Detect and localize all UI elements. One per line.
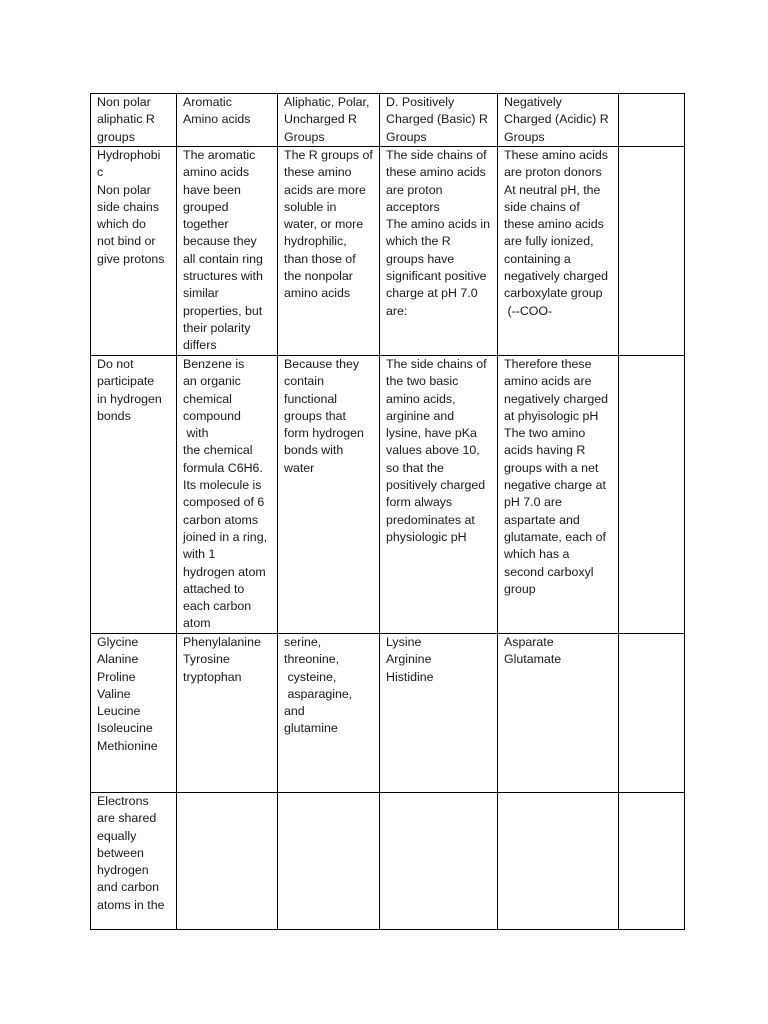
table-cell: The aromatic amino acids have been grouped together because they all contain ring structures with similar properties, but their polarity differs xyxy=(177,147,278,356)
table-cell: Non polar aliphatic R groups xyxy=(91,94,177,147)
table-cell: Benzene is an organic chemical compound with the chemical formula C6H6. Its molecule is composed of 6 carbon atoms joined in a ring, with 1 hydrogen atom attached to each carbon atom xyxy=(177,356,278,634)
table-cell: Aromatic Amino acids xyxy=(177,94,278,147)
table-row xyxy=(91,793,685,930)
table-row xyxy=(91,147,685,356)
table-row xyxy=(91,356,685,634)
table-cell xyxy=(380,793,498,930)
table-cell: The R groups of these amino acids are more soluble in water, or more hydrophilic, than those of the nonpolar amino acids xyxy=(278,147,380,356)
table-cell xyxy=(619,94,685,147)
table-cell: Lysine Arginine Histidine xyxy=(380,634,498,793)
table-cell xyxy=(278,793,380,930)
table-cell: The side chains of the two basic amino acids, arginine and lysine, have pKa values above 10, so that the positively charged form always predominates at physiologic pH xyxy=(380,356,498,634)
table-cell: Hydrophobi c Non polar side chains which do not bind or give protons xyxy=(91,147,177,356)
table-cell: The side chains of these amino acids are proton acceptors The amino acids in which the R groups have significant positive charge at pH 7.0 are: xyxy=(380,147,498,356)
table-cell: Electrons are shared equally between hydrogen and carbon atoms in the xyxy=(91,793,177,930)
table-cell: These amino acids are proton donors At neutral pH, the side chains of these amino acids are fully ionized, containing a negatively charged carboxylate group (--COO- xyxy=(498,147,619,356)
table-cell xyxy=(619,634,685,793)
table-cell: Negatively Charged (Acidic) R Groups xyxy=(498,94,619,147)
table-cell: serine, threonine, cysteine, asparagine, and glutamine xyxy=(278,634,380,793)
table-cell xyxy=(619,147,685,356)
table-cell: Aliphatic, Polar, Uncharged R Groups xyxy=(278,94,380,147)
table-row xyxy=(91,634,685,793)
table-cell: Asparate Glutamate xyxy=(498,634,619,793)
amino-acid-table xyxy=(90,93,685,930)
table-cell: Because they contain functional groups that form hydrogen bonds with water xyxy=(278,356,380,634)
table-cell: D. Positively Charged (Basic) R Groups xyxy=(380,94,498,147)
table-cell: Do not participate in hydrogen bonds xyxy=(91,356,177,634)
table-row-header xyxy=(91,94,685,147)
table-cell xyxy=(619,356,685,634)
table-cell xyxy=(177,793,278,930)
table-cell: Phenylalanine Tyrosine tryptophan xyxy=(177,634,278,793)
table-cell xyxy=(619,793,685,930)
table-cell: Therefore these amino acids are negatively charged at phyisologic pH The two amino acids having R groups with a net negative charge at pH 7.0 are aspartate and glutamate, each of which has a second carboxyl group xyxy=(498,356,619,634)
table-cell: Glycine Alanine Proline Valine Leucine Isoleucine Methionine xyxy=(91,634,177,793)
table-cell xyxy=(498,793,619,930)
